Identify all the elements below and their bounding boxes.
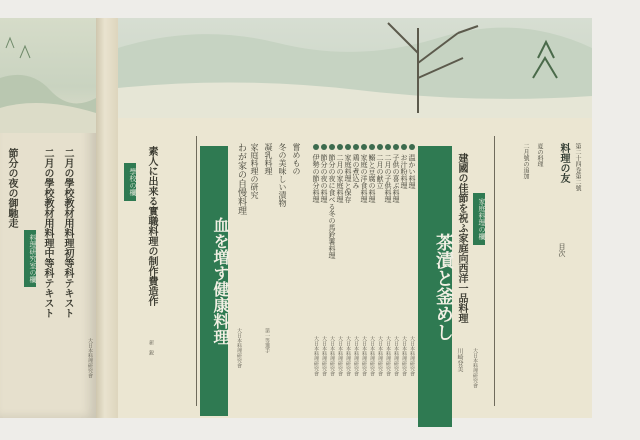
book-gutter — [96, 18, 118, 418]
feature-group-label: わが家の自慢料理 — [236, 143, 246, 215]
right-headline: 茶漬と釜めし — [418, 146, 452, 427]
feature-item-3: 嘗めもの — [292, 143, 301, 175]
magazine-spread — [0, 18, 592, 418]
right-note-2: 夏の料理 — [536, 143, 543, 167]
right-green-label: 家庭料理の欄 — [473, 193, 485, 245]
list-byline: 大日本料理研究會 — [361, 336, 367, 376]
left-page — [0, 18, 96, 418]
list-bullet — [313, 144, 319, 150]
list-item: 家庭の洋食料理 — [360, 154, 368, 203]
list-bullet — [393, 144, 399, 150]
list-bullet — [401, 144, 407, 150]
list-item: 二月の家庭料理 — [336, 154, 344, 203]
list-byline: 大日本料理研究會 — [313, 336, 319, 376]
list-bullet — [377, 144, 383, 150]
column-divider-left — [196, 136, 197, 406]
right-page — [118, 18, 592, 418]
right-feature-group: 大日本料理研究會 — [472, 348, 478, 388]
feature-contributor-2: 第一等選手 — [264, 328, 270, 353]
list-byline: 大日本料理研究會 — [337, 336, 343, 376]
list-byline: 大日本料理研究會 — [409, 336, 415, 376]
list-item: 二月の献立 — [376, 154, 384, 189]
list-item: 節分の夜の料理 — [320, 154, 328, 203]
list-bullet — [409, 144, 415, 150]
left-item-1: 二月の學校教材用料理初等科テキスト — [62, 148, 73, 318]
list-byline: 大日本料理研究會 — [369, 336, 375, 376]
list-item: 子供の喜ぶ料理 — [392, 154, 400, 203]
left-small-item: 節分の夜の御馳走 — [6, 148, 17, 228]
list-byline: 大日本料理研究會 — [385, 336, 391, 376]
left-green-label: 料理研究室の欄 — [24, 230, 36, 287]
list-bullet — [361, 144, 367, 150]
issue-month: 目次 — [558, 243, 566, 257]
school-label: 學校の欄 — [124, 163, 136, 201]
center-article: 素人に出来る實職料理の制作費造作 — [146, 146, 157, 306]
top-illustration — [118, 18, 592, 118]
feature-contributor-1: 大日本料理研究會 — [236, 328, 242, 368]
feature-item-1: 凝乳料理 — [264, 143, 273, 175]
list-item: 家庭料理と保存 — [344, 154, 352, 203]
list-byline: 大日本料理研究會 — [401, 336, 407, 376]
column-divider — [494, 136, 495, 406]
masthead: 料理の友 — [558, 143, 569, 183]
list-bullet — [345, 144, 351, 150]
list-bullet — [337, 144, 343, 150]
right-note-1: 二月號の追加 — [522, 143, 529, 179]
feature-item-2: 冬の美味しい漬物 — [278, 143, 287, 207]
list-item: 二月の子供料理 — [384, 154, 392, 203]
list-item: 節分の夜に食べる冬の馬鈴薯料理 — [328, 154, 336, 259]
list-item: 鶏の煮込み — [352, 154, 360, 189]
issue-info: 第二十四巻第二號 — [574, 143, 581, 191]
list-item: 伊勢の節分料理 — [312, 154, 320, 203]
list-byline: 大日本料理研究會 — [345, 336, 351, 376]
landscape-illustration — [0, 18, 96, 133]
list-bullet — [353, 144, 359, 150]
right-author: 川崎登美 — [456, 348, 463, 372]
left-publisher: 大日本料理研究會 — [87, 338, 93, 378]
list-item: 温かい料理 — [408, 154, 416, 189]
list-byline: 大日本料理研究會 — [393, 336, 399, 376]
center-publisher-label: 新 鋭 — [148, 340, 154, 355]
feature-title: 血を増す健康料理 — [200, 146, 228, 416]
list-bullet — [329, 144, 335, 150]
list-bullet — [385, 144, 391, 150]
list-item: 鰯と豆腐の料理 — [368, 154, 376, 203]
left-item-2: 二月の學校教材用料理中等科テキスト — [42, 148, 53, 318]
list-byline: 大日本料理研究會 — [353, 336, 359, 376]
left-illustration — [0, 18, 96, 133]
list-byline: 大日本料理研究會 — [329, 336, 335, 376]
feature-subtitle: 家庭料理の研究 — [250, 143, 259, 199]
list-byline: 大日本料理研究會 — [321, 336, 327, 376]
list-item: お汁粉料理 — [400, 154, 408, 189]
right-subtitle: 建國の佳節を祝ふ家庭向西洋一品料理 — [456, 153, 467, 323]
list-byline: 大日本料理研究會 — [377, 336, 383, 376]
list-bullet — [321, 144, 327, 150]
snow-tree-illustration — [118, 18, 592, 118]
list-bullet — [369, 144, 375, 150]
